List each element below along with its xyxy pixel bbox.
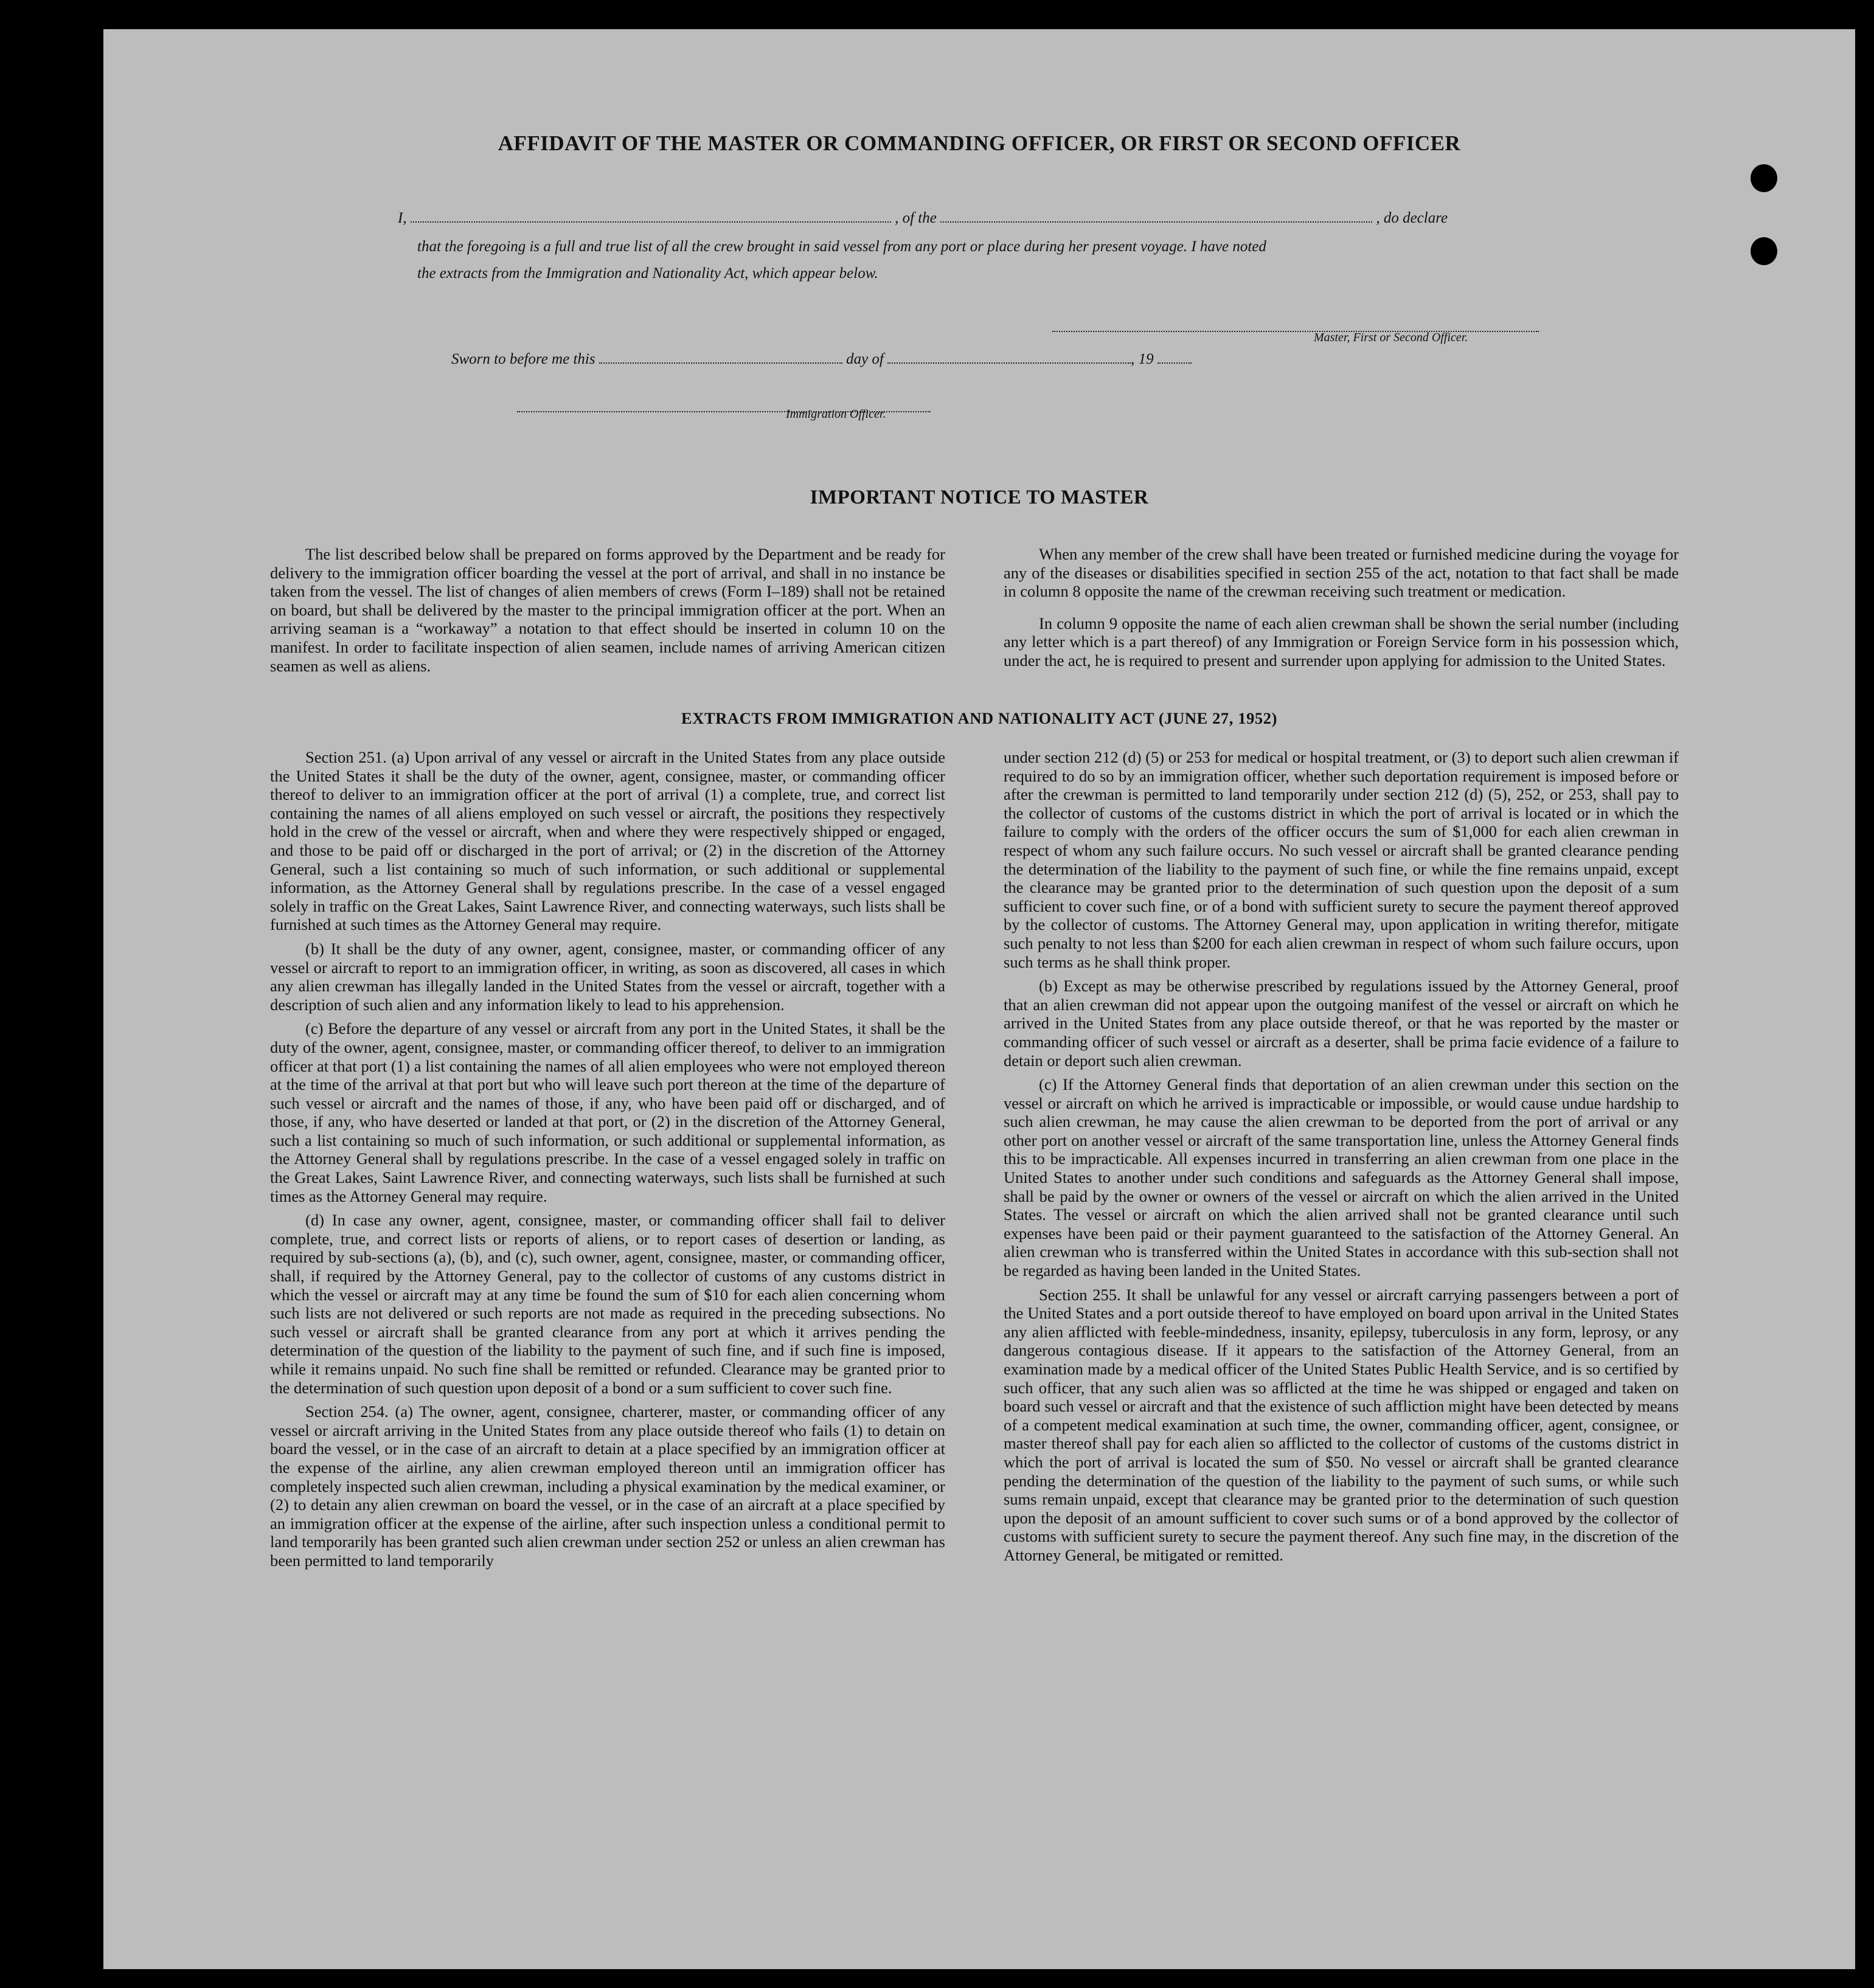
notice-left-column: [270, 545, 945, 675]
affidavit-title: AFFIDAVIT OF THE MASTER OR COMMANDING OFFICER, OR FIRST OR SECOND OFFICER: [498, 131, 1461, 155]
immigration-officer-label: Immigration Officer.: [786, 407, 886, 421]
punch-hole: [1751, 237, 1777, 265]
do-declare-label: , do declare: [1376, 210, 1448, 226]
year-label: , 19: [1131, 351, 1154, 367]
notice-left-paragraph: The list described below shall be prepared on forms approved by the Department and be ready for delivery to the immigration officer boarding the vessel at the port of arrival, and shall in no instance be taken from the vessel. The list of changes of alien members of crews (Form I–189) shall not be retained on board, but shall be delivered by the master to the principal immigration officer at the port. When an arriving seaman is a “workaway” a notation to that effect should be inserted in column 10 on the manifest. In order to facilitate inspection of alien seamen, include names of arriving American citizen seamen as well as aliens.: [270, 545, 945, 675]
master-signature-field[interactable]: [1052, 319, 1539, 332]
notice-right-paragraph: In column 9 opposite the name of each alien crewman shall be shown the serial number (including any letter which is a part thereof) of any Immigration or Foreign Service form in his possession which, under the act, he is required to present and surrender upon applying for admission to the United States.: [1004, 614, 1679, 670]
extracts-left-column: [270, 748, 945, 1570]
section-paragraph: (c) Before the departure of any vessel or aircraft from any port in the United States, it shall be the duty of the owner, agent, consignee, master, or commanding officer thereof, to deliver to an immigration officer at that port (1) a list containing the names of all alien employees who were not employed thereon at the time of the arrival at that port but who will leave such port thereon at the time of the departure of such vessel or aircraft and the names of those, if any, who have been paid off or discharged, and of those, if any, who have deserted or landed at that port, or (2) in the discretion of the Attorney General, such a list containing so much of such information, or such additional or supplemental information, as the Attorney General shall by regulations prescribe. In the case of a vessel engaged solely in traffic on the Great Lakes, Saint Lawrence River, and connecting waterways, such lists shall be furnished at such times as the Attorney General may require.: [270, 1019, 945, 1205]
sworn-line: [451, 350, 1192, 368]
punch-hole: [1751, 164, 1777, 192]
of-the-label: , of the: [895, 210, 937, 226]
section-paragraph: Section 254. (a) The owner, agent, consignee, charterer, master, or commanding officer of any vessel or aircraft arriving in the United States from any place outside thereof who fails (1) to detain on board the vessel, or in the case of an aircraft to detain at a place specified by an immigration officer at the expense of the airline, any alien crewman employed thereon until an immigration officer has completely inspected such alien crewman, including a physical examination by the medical examiner, or (2) to detain any alien crewman on board the vessel, or in the case of an aircraft at a place specified by an immigration officer at the expense of the airline, after such inspection unless a conditional permit to land temporarily has been granted such alien crewman under section 252 or unless an alien crewman has been permitted to land temporarily: [270, 1402, 945, 1570]
i-label: I,: [398, 210, 407, 226]
sworn-year-field[interactable]: [1157, 350, 1192, 364]
section-paragraph: under section 212 (d) (5) or 253 for medical or hospital treatment, or (3) to deport such alien crewman if required to do so by an immigration officer, whether such deportation requirement is imposed before or after the crewman is permitted to land temporarily under section 212 (d) (5), 252, or 253, shall pay to the collector of customs of the customs district in which the port of arrival is located or in which the failure to comply with the orders of the officer occurs the sum of $1,000 for each alien crewman in respect of whom any such failure occurs. No such vessel or aircraft shall be granted clearance pending the determination of the liability to the payment of such fine, or while the fine remains unpaid, except the clearance may be granted prior to the determination of such question upon the deposit of a sum sufficient to cover such fine, or of a bond with sufficient surety to secure the payment thereof approved by the collector of customs. The Attorney General may, upon application in writing therefor, mitigate such penalty to not less than $200 for each alien crewman in respect of whom such failure occurs, upon such terms as he shall think proper.: [1004, 748, 1679, 971]
vessel-name-field[interactable]: [940, 209, 1372, 223]
notice-right-column: [1004, 545, 1679, 670]
declaration-line-1: that the foregoing is a full and true list of all the crew brought in said vessel from any port or place during her present voyage. I have noted: [417, 238, 1266, 255]
sworn-label: Sworn to before me this: [451, 351, 595, 367]
day-of-label: day of: [846, 351, 884, 367]
notice-title: IMPORTANT NOTICE TO MASTER: [810, 487, 1149, 508]
sworn-day-field[interactable]: [599, 350, 842, 364]
sworn-month-field[interactable]: [887, 350, 1131, 364]
document-page: [103, 29, 1855, 1969]
section-paragraph: Section 251. (a) Upon arrival of any vessel or aircraft in the United States from any place outside the United States it shall be the duty of the owner, agent, consignee, master, or commanding officer thereof to deliver to an immigration officer at the port of arrival (1) a complete, true, and correct list containing the names of all aliens employed on such vessel or aircraft, the positions they respectively hold in the crew of the vessel or aircraft, when and where they were respectively shipped or engaged, and those to be paid off or discharged in the port of arrival; or (2) in the discretion of the Attorney General, such a list containing so much of such information, or such additional or supplemental information, as the Attorney General shall by regulations prescribe. In the case of a vessel engaged solely in traffic on the Great Lakes, Saint Lawrence River, and connecting waterways, such lists shall be furnished at such times as the Attorney General may require.: [270, 748, 945, 934]
notice-right-paragraph: When any member of the crew shall have been treated or furnished medicine during the voyage for any of the diseases or disabilities specified in section 255 of the act, notation to that fact shall be made in column 8 opposite the name of the crewman receiving such treatment or medication.: [1004, 545, 1679, 601]
section-paragraph: (b) It shall be the duty of any owner, agent, consignee, master, or commanding officer of any vessel or aircraft to report to an immigration officer, in writing, as soon as discovered, all cases in which any alien crewman has illegally landed in the United States from the vessel or aircraft, together with a description of such alien and any information likely to lead to his apprehension.: [270, 939, 945, 1014]
extracts-title: EXTRACTS FROM IMMIGRATION AND NATIONALITY ACT (JUNE 27, 1952): [681, 709, 1278, 727]
declarant-line: [398, 209, 1448, 227]
declarant-name-field[interactable]: [411, 209, 891, 223]
declaration-line-2: the extracts from the Immigration and Nationality Act, which appear below.: [417, 265, 878, 282]
section-paragraph: (b) Except as may be otherwise prescribed by regulations issued by the Attorney General, proof that an alien crewman did not appear upon the outgoing manifest of the vessel or aircraft on which he arrived in the United States from any place outside thereof, or that he was reported by the master or commanding officer of such vessel or aircraft as a deserter, shall be prima facie evidence of a failure to detain or deport such alien crewman.: [1004, 977, 1679, 1070]
master-signature-label: Master, First or Second Officer.: [1314, 331, 1468, 344]
section-paragraph: (d) In case any owner, agent, consignee, master, or commanding officer shall fail to deliver complete, true, and correct lists or reports of aliens, or to report cases of desertion or landing, as required by sub-sections (a), (b), and (c), such owner, agent, consignee, master, or commanding officer, shall, if required by the Attorney General, pay to the collector of customs of any customs district in which the vessel or aircraft may at any time be found the sum of $10 for each alien concerning whom such lists are not delivered or such reports are not made as required in the preceding subsections. No such vessel or aircraft shall be granted clearance from any port at which it arrives pending the determination of the question of the liability to the payment of such fine, and if such fine is imposed, while it remains unpaid. No such fine shall be remitted or refunded. Clearance may be granted prior to the determination of such question upon deposit of a bond or a sum sufficient to cover such fine.: [270, 1211, 945, 1397]
section-paragraph: (c) If the Attorney General finds that deportation of an alien crewman under this section on the vessel or aircraft on which he arrived is impracticable or impossible, or would cause undue hardship to such alien crewman, he may cause the alien crewman to be deported from the port of arrival or any other port on another vessel or aircraft of the same transportation line, unless the Attorney General finds this to be impracticable. All expenses incurred in transferring an alien crewman from one place in the United States to another under such conditions and safeguards as the Attorney General shall impose, shall be paid by the owner or owners of the vessel or aircraft on which the alien arrived in the United States. The vessel or aircraft on which the alien arrived shall not be granted clearance until such expenses have been paid or their payment guaranteed to the satisfaction of the Attorney General. An alien crewman who is transferred within the United States in accordance with this sub-section shall not be regarded as having been landed in the United States.: [1004, 1075, 1679, 1280]
extracts-right-column: [1004, 748, 1679, 1565]
section-paragraph: Section 255. It shall be unlawful for any vessel or aircraft carrying passengers between a port of the United States and a port outside thereof to have employed on board upon arrival in the United States any alien afflicted with feeble-mindedness, insanity, epilepsy, tuberculosis in any form, leprosy, or any dangerous contagious disease. If it appears to the satisfaction of the Attorney General, from an examination made by a medical officer of the United States Public Health Service, and is so certified by such officer, that any such alien was so afflicted at the time he was shipped or engaged and taken on board such vessel or aircraft and that the existence of such affliction might have been detected by means of a competent medical examination at such time, the owner, commanding officer, agent, consignee, or master thereof shall pay for each alien so afflicted to the collector of customs of the customs district in which the port of arrival is located the sum of $50. No vessel or aircraft shall be granted clearance pending the determination of the question of the liability to the payment of such sums, or while such sums remain unpaid, except that clearance may be granted prior to the determination of such question upon the deposit of an amount sufficient to cover such sums or of a bond approved by the collector of customs with sufficient surety to secure the payment thereof. Any such fine may, in the discretion of the Attorney General, be mitigated or remitted.: [1004, 1285, 1679, 1564]
